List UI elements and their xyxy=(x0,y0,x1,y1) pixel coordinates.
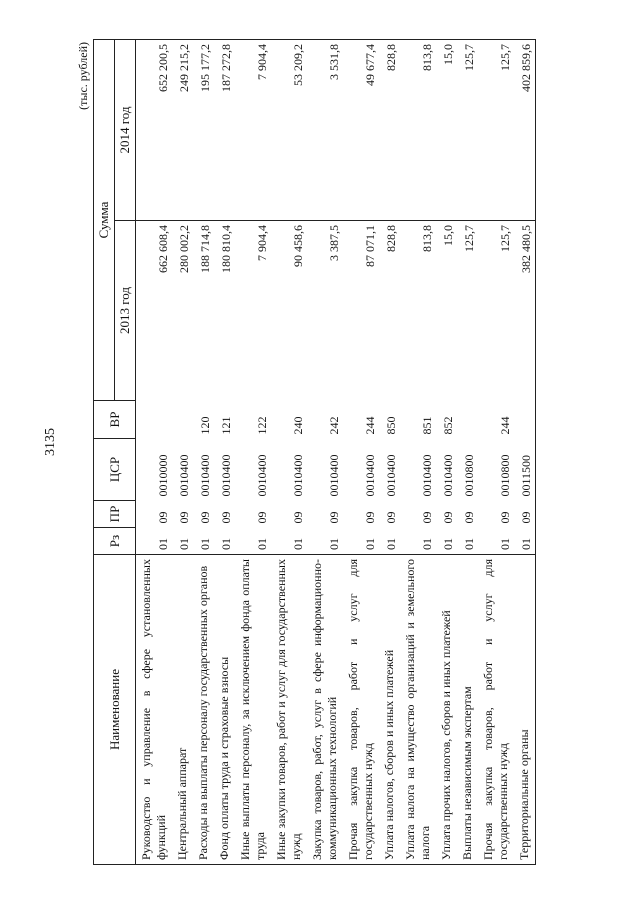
row-2014: 402 859,6 xyxy=(514,40,536,221)
row-csr: 0010400 xyxy=(420,454,434,497)
row-vr: 244 xyxy=(363,416,377,435)
row-pr: 09 xyxy=(363,511,377,524)
row-2013: 188 714,8 xyxy=(193,221,214,401)
table-body xyxy=(136,40,536,865)
row-2014: 187 272,8 xyxy=(214,40,235,221)
header-pr: ПР xyxy=(94,501,136,528)
table-row xyxy=(271,40,307,865)
row-vr: 122 xyxy=(255,416,269,435)
row-csr: 0011500 xyxy=(514,439,536,501)
row-rz: 01 xyxy=(498,538,512,550)
row-csr: 0010800 xyxy=(498,454,512,497)
row-vr xyxy=(514,401,536,439)
table-row xyxy=(379,40,400,865)
row-vr xyxy=(136,401,173,439)
row-name: Прочая закупка товаров, работ и услуг для государственных нужд xyxy=(343,555,379,865)
header-2014: 2014 год xyxy=(115,40,136,221)
row-rz: 01 xyxy=(514,528,536,555)
table-row xyxy=(214,40,235,865)
row-name: Фонд оплаты труда и страховые взносы xyxy=(214,555,235,865)
row-2014: 195 177,2 xyxy=(193,40,214,221)
row-rz: 01 xyxy=(291,538,305,550)
table-row xyxy=(514,40,536,865)
row-csr: 0010000 xyxy=(156,454,170,497)
row-2013: 125,7 xyxy=(478,221,514,401)
row-2013: 7 904,4 xyxy=(235,221,271,401)
row-rz: 01 xyxy=(420,538,434,550)
table-row xyxy=(307,40,343,865)
row-name: Расходы на выплаты персоналу государственных органов xyxy=(193,555,214,865)
row-name: Прочая закупка товаров, работ и услуг для государственных нужд xyxy=(478,555,514,865)
row-2014: 7 904,4 xyxy=(235,40,271,221)
row-2014: 125,7 xyxy=(457,40,478,221)
header-sum: Сумма xyxy=(94,40,115,401)
row-rz: 01 xyxy=(198,538,212,550)
row-2014: 828,8 xyxy=(379,40,400,221)
row-rz: 01 xyxy=(441,538,455,550)
row-pr: 09 xyxy=(177,511,191,524)
row-rz: 01 xyxy=(156,538,170,550)
row-rz: 01 xyxy=(255,538,269,550)
table-row xyxy=(136,40,173,865)
header-rz: Рз xyxy=(94,528,136,555)
row-2014: 53 209,2 xyxy=(271,40,307,221)
table-row xyxy=(436,40,457,865)
units-note: (тыс. рублей) xyxy=(76,42,90,110)
row-pr: 09 xyxy=(198,511,212,524)
row-name: Центральный аппарат xyxy=(172,555,193,865)
row-name: Иные выплаты персоналу, за исключением фонда оплаты труда xyxy=(235,555,271,865)
row-2013: 125,7 xyxy=(457,221,478,401)
table-row xyxy=(478,40,514,865)
row-pr: 09 xyxy=(219,511,233,524)
row-vr: 240 xyxy=(291,416,305,435)
row-csr: 0010400 xyxy=(363,454,377,497)
row-csr: 0010400 xyxy=(219,454,233,497)
row-name: Выплаты независимым экспертам xyxy=(457,555,478,865)
row-2013: 662 608,4 xyxy=(136,221,173,401)
row-pr: 09 xyxy=(291,511,305,524)
row-pr: 09 xyxy=(498,511,512,524)
row-name: Руководство и управление в сфере установленных функций xyxy=(136,555,173,865)
row-2013: 180 810,4 xyxy=(214,221,235,401)
header-name: Наименование xyxy=(94,555,136,865)
table-row xyxy=(235,40,271,865)
table-row xyxy=(343,40,379,865)
row-csr: 0010400 xyxy=(384,454,398,497)
budget-table xyxy=(93,39,536,865)
row-2014: 15,0 xyxy=(436,40,457,221)
table-row xyxy=(172,40,193,865)
row-name: Уплата прочих налогов, сборов и иных платежей xyxy=(436,555,457,865)
row-2013: 90 458,6 xyxy=(271,221,307,401)
row-2013: 280 002,2 xyxy=(172,221,193,401)
row-csr: 0010400 xyxy=(255,454,269,497)
row-pr: 09 xyxy=(462,511,476,524)
row-vr: 242 xyxy=(327,416,341,435)
row-rz: 01 xyxy=(462,538,476,550)
row-csr: 0010800 xyxy=(462,454,476,497)
row-pr: 09 xyxy=(327,511,341,524)
row-rz: 01 xyxy=(327,538,341,550)
row-2014: 249 215,2 xyxy=(172,40,193,221)
row-2013: 382 480,5 xyxy=(514,221,536,401)
row-2013: 828,8 xyxy=(379,221,400,401)
row-2013: 813,8 xyxy=(400,221,436,401)
row-pr: 09 xyxy=(514,501,536,528)
row-csr: 0010400 xyxy=(198,454,212,497)
row-name: Закупка товаров, работ, услуг в сфере информационно-коммуникационных технологий xyxy=(307,555,343,865)
row-2014: 813,8 xyxy=(400,40,436,221)
row-2014: 652 200,5 xyxy=(136,40,173,221)
row-csr: 0010400 xyxy=(291,454,305,497)
row-vr: 120 xyxy=(198,416,212,435)
row-vr: 850 xyxy=(384,416,398,435)
row-vr xyxy=(457,401,478,439)
header-2013: 2013 год xyxy=(115,221,136,401)
table-row xyxy=(400,40,436,865)
row-vr: 244 xyxy=(498,416,512,435)
row-csr: 0010400 xyxy=(327,454,341,497)
page-number: 3135 xyxy=(43,428,58,456)
row-vr xyxy=(172,401,193,439)
row-name: Иные закупки товаров, работ и услуг для государственных нужд xyxy=(271,555,307,865)
row-pr: 09 xyxy=(441,511,455,524)
row-pr: 09 xyxy=(384,511,398,524)
row-rz: 01 xyxy=(384,538,398,550)
row-vr: 851 xyxy=(420,416,434,435)
row-rz: 01 xyxy=(177,538,191,550)
row-rz: 01 xyxy=(363,538,377,550)
row-name: Территориальные органы xyxy=(514,555,536,865)
row-pr: 09 xyxy=(255,511,269,524)
row-rz: 01 xyxy=(219,538,233,550)
row-2014: 49 677,4 xyxy=(343,40,379,221)
row-pr: 09 xyxy=(156,511,170,524)
row-name: Уплата налогов, сборов и иных платежей xyxy=(379,555,400,865)
row-csr: 0010400 xyxy=(441,454,455,497)
row-2013: 15,0 xyxy=(436,221,457,401)
table-row xyxy=(457,40,478,865)
row-vr: 121 xyxy=(219,416,233,435)
row-2014: 3 531,8 xyxy=(307,40,343,221)
row-2014: 125,7 xyxy=(478,40,514,221)
row-pr: 09 xyxy=(420,511,434,524)
row-2013: 3 387,5 xyxy=(307,221,343,401)
header-csr: ЦСР xyxy=(94,439,136,501)
table-row xyxy=(193,40,214,865)
row-csr: 0010400 xyxy=(177,454,191,497)
row-2013: 87 071,1 xyxy=(343,221,379,401)
header-vr: ВР xyxy=(94,401,136,439)
row-name: Уплата налога на имущество организаций и земельного налога xyxy=(400,555,436,865)
rotated-table-block xyxy=(75,40,575,865)
row-vr: 852 xyxy=(441,416,455,435)
